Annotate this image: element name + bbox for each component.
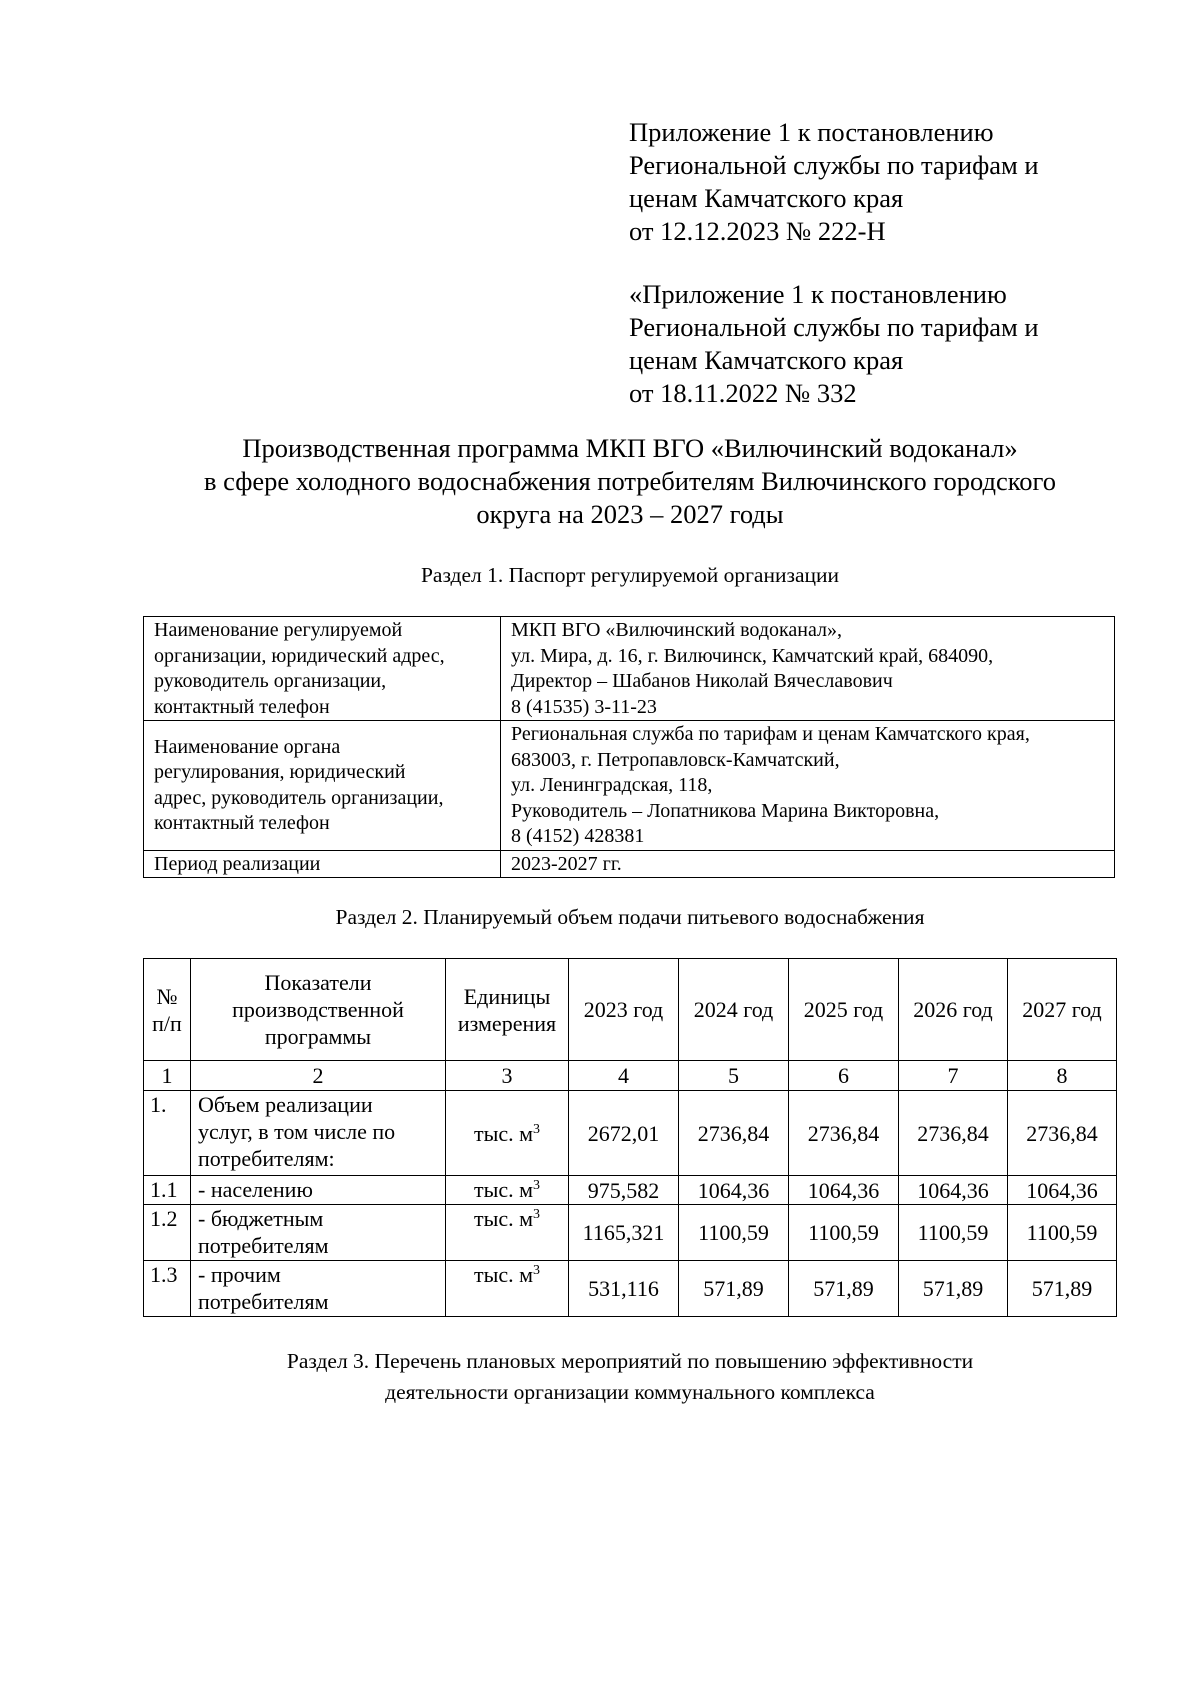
- header-name-cell: [191, 959, 446, 1061]
- unit-cell: [446, 1205, 569, 1261]
- cell-line: Наименование регулируемой: [154, 619, 403, 641]
- header-year-cell: 2026 год: [899, 959, 1008, 1061]
- cell-line: контактный телефон: [154, 695, 330, 718]
- cell-line: 8 (41535) 3-11-23: [511, 695, 657, 718]
- unit-base: тыс. м: [473, 1206, 534, 1231]
- passport-label-cell: [144, 850, 501, 878]
- cell-line: 2023-2027 гг.: [511, 852, 622, 875]
- appendix-line: Региональной службы по тарифам и: [629, 312, 1039, 342]
- table-row: [144, 617, 1115, 721]
- title-line: в сфере холодного водоснабжения потребителям Вилючинского городского: [204, 466, 1056, 496]
- indicator-name-cell: [191, 1205, 446, 1261]
- cell-line: 8 (4152) 428381: [511, 825, 645, 847]
- cell-line: Единицы: [463, 983, 551, 1009]
- appendix-line: от 18.11.2022 № 332: [629, 378, 857, 408]
- passport-label-cell: [144, 617, 501, 721]
- cell-line: потребителям: [198, 1289, 329, 1314]
- column-number-cell: 5: [679, 1061, 789, 1091]
- heading-line: деятельности организации коммунального комплекса: [385, 1380, 875, 1404]
- indicator-name-cell: [191, 1261, 446, 1317]
- column-number-cell: 3: [446, 1061, 569, 1091]
- appendix-line: от 12.12.2023 № 222-Н: [629, 216, 886, 246]
- passport-value-cell: [501, 721, 1115, 851]
- value-cell: 1064,36: [899, 1176, 1008, 1205]
- value-cell: 1064,36: [1008, 1176, 1117, 1205]
- value-cell: 1100,59: [679, 1205, 789, 1261]
- passport-table: [143, 616, 1115, 878]
- indicator-name-cell: [191, 1176, 446, 1205]
- cell-line: потребителям:: [198, 1146, 335, 1171]
- value-cell: 1064,36: [679, 1176, 789, 1205]
- header-year-cell: 2023 год: [569, 959, 679, 1061]
- column-number-row: [144, 1061, 1117, 1091]
- cell-line: Объем реализации: [198, 1092, 373, 1117]
- cell-line: - населению: [198, 1177, 313, 1202]
- table-row: [144, 1091, 1117, 1176]
- header-year-cell: 2024 год: [679, 959, 789, 1061]
- value-cell: 2736,84: [899, 1091, 1008, 1176]
- heading-line: Раздел 3. Перечень плановых мероприятий по повышению эффективности: [286, 1349, 974, 1373]
- appendix-line: ценам Камчатского края: [629, 183, 904, 213]
- value-cell: 571,89: [679, 1261, 789, 1317]
- table-row: [144, 1205, 1117, 1261]
- passport-value-cell: [501, 617, 1115, 721]
- unit-cell: [446, 1091, 569, 1176]
- column-number-cell: 1: [144, 1061, 191, 1091]
- water-volume-table: [143, 958, 1117, 1317]
- cell-line: Наименование органа: [154, 735, 341, 758]
- value-cell: 531,116: [569, 1261, 679, 1317]
- appendix-line: «Приложение 1 к постановлению: [629, 279, 1007, 309]
- table-row: [144, 721, 1115, 851]
- cell-line: организации, юридический адрес,: [154, 644, 445, 667]
- column-number-cell: 6: [789, 1061, 899, 1091]
- row-number-cell: 1.3: [144, 1261, 191, 1317]
- value-cell: 2736,84: [1008, 1091, 1117, 1176]
- value-cell: 571,89: [1008, 1261, 1117, 1317]
- row-number-cell: 1.2: [144, 1205, 191, 1261]
- table-row: [144, 850, 1115, 878]
- cell-line: Период реализации: [154, 852, 321, 875]
- cell-line: - бюджетным: [198, 1206, 324, 1231]
- value-cell: 2736,84: [679, 1091, 789, 1176]
- unit-exponent: 3: [533, 1121, 541, 1137]
- appendix-line: Приложение 1 к постановлению: [629, 117, 994, 147]
- cell-line: п/п: [152, 1010, 182, 1036]
- unit-base: тыс. м: [473, 1262, 534, 1287]
- table-row: [144, 1176, 1117, 1205]
- cell-line: программы: [264, 1024, 372, 1049]
- cell-line: производственной: [232, 997, 404, 1022]
- cell-line: Руководитель – Лопатникова Марина Викторовна,: [511, 799, 940, 822]
- column-number-cell: 8: [1008, 1061, 1117, 1091]
- cell-line: контактный телефон: [154, 812, 330, 835]
- value-cell: 571,89: [899, 1261, 1008, 1317]
- cell-line: адрес, руководитель организации,: [154, 786, 444, 809]
- value-cell: 1064,36: [789, 1176, 899, 1205]
- table-header-row: [144, 959, 1117, 1061]
- cell-line: №: [156, 983, 178, 1009]
- cell-line: Показатели: [264, 970, 372, 995]
- header-unit-cell: [446, 959, 569, 1061]
- row-number-cell: 1.: [144, 1091, 191, 1176]
- header-year-cell: 2025 год: [789, 959, 899, 1061]
- indicator-name-cell: [191, 1091, 446, 1176]
- title-line: округа на 2023 – 2027 годы: [476, 499, 784, 529]
- cell-line: Региональная служба по тарифам и ценам Камчатского края,: [511, 723, 1030, 745]
- appendix-line: Региональной службы по тарифам и: [629, 150, 1039, 180]
- cell-line: ул. Ленинградская, 118,: [511, 774, 713, 796]
- value-cell: 1165,321: [569, 1205, 679, 1261]
- unit-exponent: 3: [533, 1263, 541, 1278]
- cell-line: ул. Мира, д. 16, г. Вилючинск, Камчатский край, 684090,: [511, 644, 994, 667]
- cell-line: Директор – Шабанов Николай Вячеславович: [511, 670, 893, 692]
- section3-heading: [150, 1346, 1110, 1408]
- section2-heading: Раздел 2. Планируемый объем подачи питьевого водоснабжения: [335, 905, 925, 929]
- unit-base: тыс. м: [473, 1177, 534, 1202]
- cell-line: потребителям: [198, 1233, 329, 1258]
- appendix-line: ценам Камчатского края: [629, 345, 904, 375]
- column-number-cell: 2: [191, 1061, 446, 1091]
- cell-line: МКП ВГО «Вилючинский водоканал»,: [511, 619, 843, 641]
- cell-line: услуг, в том числе по: [198, 1119, 396, 1144]
- value-cell: 571,89: [789, 1261, 899, 1317]
- cell-line: регулирования, юридический: [154, 761, 406, 784]
- table-row: [144, 1261, 1117, 1317]
- value-cell: 2672,01: [569, 1091, 679, 1176]
- header-year-cell: 2027 год: [1008, 959, 1117, 1061]
- header-num-cell: [144, 959, 191, 1061]
- document-title: [150, 432, 1110, 531]
- title-line: Производственная программа МКП ВГО «Вилючинский водоканал»: [242, 433, 1018, 463]
- value-cell: 1100,59: [789, 1205, 899, 1261]
- section1-heading: Раздел 1. Паспорт регулируемой организации: [420, 563, 840, 587]
- passport-value-cell: [501, 850, 1115, 878]
- unit-exponent: 3: [533, 1178, 541, 1193]
- column-number-cell: 4: [569, 1061, 679, 1091]
- row-number-cell: 1.1: [144, 1176, 191, 1205]
- value-cell: 1100,59: [899, 1205, 1008, 1261]
- value-cell: 975,582: [569, 1176, 679, 1205]
- unit-cell: [446, 1176, 569, 1205]
- cell-line: руководитель организации,: [154, 670, 387, 692]
- cell-line: 683003, г. Петропавловск-Камчатский,: [511, 748, 840, 771]
- value-cell: 1100,59: [1008, 1205, 1117, 1261]
- passport-label-cell: [144, 721, 501, 851]
- unit-base: тыс. м: [473, 1120, 534, 1146]
- appendix-current-header: [629, 116, 1039, 248]
- unit-exponent: 3: [533, 1207, 541, 1222]
- value-cell: 2736,84: [789, 1091, 899, 1176]
- unit-cell: [446, 1261, 569, 1317]
- appendix-previous-header: [629, 278, 1039, 410]
- column-number-cell: 7: [899, 1061, 1008, 1091]
- cell-line: измерения: [457, 1010, 557, 1036]
- cell-line: - прочим: [198, 1262, 281, 1287]
